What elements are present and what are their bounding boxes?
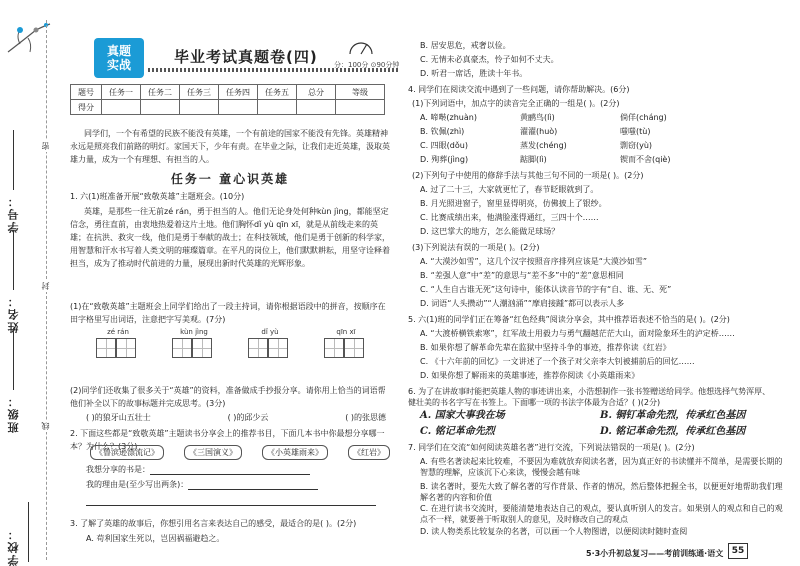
score-table-score-row: 得分	[71, 100, 385, 115]
student-number-field[interactable]: 学号：	[6, 130, 22, 233]
score-cell[interactable]	[297, 100, 336, 115]
book-answer-line[interactable]: 我想分享的书是：	[86, 464, 310, 475]
book-option: 《小英雄雨来》	[262, 445, 328, 460]
q5-option[interactable]: C. 《十六年前的回忆》一文讲述了一个孩子对父亲李大钊被捕前后的回忆……	[420, 357, 695, 366]
writing-grid[interactable]	[324, 338, 364, 358]
page-title: 毕业考试真题卷(四)	[174, 48, 318, 66]
q7-option[interactable]: A. 有些名著读起来比较难，不要因为难就放弃阅读名著，因为真正好的书读懂并不简单，是需要长期的智慧的理解，应该沉下心来读，慢慢会越有味	[420, 457, 783, 477]
q5-option[interactable]: D. 如果你想了解雨来的英雄事迹，推荐你阅读《小英雄雨来》	[420, 371, 640, 380]
seal-mark: 密	[41, 142, 50, 150]
book-option: 《三国演义》	[184, 445, 242, 460]
school-field[interactable]: 学校：	[6, 470, 35, 566]
class-field[interactable]: 班级：	[6, 330, 22, 433]
reason-answer-line[interactable]: 我的理由是(至少写出两条)：	[86, 479, 318, 490]
book-list	[90, 445, 390, 460]
exam-header	[94, 38, 424, 80]
q4-option-row-b[interactable]: B. 钦佩(zhì) 濯濯(huò) 嗤嗤(tù)	[420, 127, 651, 136]
exam-badge: 真题 实战	[94, 38, 144, 78]
q6-option[interactable]: A. 国家大事我在场	[420, 410, 505, 421]
question-4-sub2: (2)下列句子中使用的修辞手法与其他三句不同的一项是( )。(2分)	[412, 171, 644, 180]
question-1-sub1: (1)在“致敬英雄”主题班会上同学们给出了一段主持词，请你根据语段中的拼音，按顺序在田字格里写出词语，注意把字写美观。(7分)	[70, 302, 386, 324]
seal-mark: 封	[41, 282, 50, 290]
book-option: 《鲁滨逊漂流记》	[90, 445, 164, 460]
page-footer: 5·3小升初总复习——考前训练通·语文	[586, 549, 724, 558]
q4-sub3-option[interactable]: C. “人生自古谁无死”这句诗中，能体认读音节的字有“自、谁、无、死”	[420, 285, 672, 294]
question-4-sub1: (1)下列词语中，加点字的读音完全正确的一组是( )。(2分)	[412, 99, 620, 108]
question-3-option-b[interactable]: B. 居安思危，戒奢以俭。	[420, 41, 511, 50]
q4-sub2-option[interactable]: C. 比赛成绩出来，他满脸涨得通红，三四十个……	[420, 213, 599, 222]
question-7-stem: 7. 同学们在交流“如何阅读英雄名著”进行交流，下列说法错误的一项是( )。(2分)	[408, 443, 695, 452]
blank-input[interactable]: ( )的邱少云	[227, 413, 269, 422]
question-3-option-a[interactable]: A. 苟利国家生死以，岂因祸福避趋之。	[86, 534, 225, 543]
question-2-stem: 2. 下面这些都是“致敬英雄”主题读书分享会上的推荐书目，下面几本书中你最想分享哪一本？为什么？(3分)	[70, 429, 385, 451]
q7-option[interactable]: D. 读人物类系比较复杂的名著，可以画一个人物图谱，以便阅读时随时查阅	[420, 527, 688, 536]
question-1-sub2: (2)同学们还收集了很多关于“英雄”的资料，准备做成手抄报分享。请你用上恰当的词语帮他们补全以下的故事标题并完成思考。(3分)	[70, 386, 386, 408]
q4-option-row-d[interactable]: D. 殉葬(jìng) 踮脚(lì) 锲而不舍(qiè)	[420, 155, 671, 164]
question-5-stem: 5. 六(1)班的同学们正在筹备“红色经典”阅读分享会，其中推荐语表述不恰当的是( )。(2分)	[408, 315, 730, 324]
question-3-option-c[interactable]: C. 无情未必真豪杰，怜子如何不丈夫。	[420, 55, 559, 64]
question-1-passage: 英雄，是那些一往无前zé rán，勇于担当的人。他们无论身处何种kùn jìng，都能坚定信念，勇往直前，由衷地热爱着这片土地。他们胸怀dǐ yù qīn xī，就是从前线走来的英雄；在抗洪、救灾一线，他们是勇于奉献的战士；在科技领域，他们是勇于创新的科学家，用智慧和汗水书写着人类文明的璀璨篇章。在平凡的岗位上，他们默默耕耘，用坚守诠释着担当，成为了推动时代前进的力量，展现出新时代英雄的光辉形象。	[70, 207, 390, 268]
question-1-stem: 1. 六(1)班准备开展“致敬英雄”主题班会。(10分)	[70, 192, 245, 201]
writing-grid[interactable]	[248, 338, 288, 358]
score-cell[interactable]	[258, 100, 297, 115]
question-3-option-d[interactable]: D. 听君一席话，胜读十年书。	[420, 69, 528, 78]
score-cell[interactable]	[219, 100, 258, 115]
q4-sub2-option[interactable]: A. 过了二十三，大家就更忙了，春节眨眼就到了。	[420, 185, 599, 194]
q4-sub2-option[interactable]: B. 月光照进窗子，窗里显得明亮，仿佛披上了银纱。	[420, 199, 607, 208]
score-cell[interactable]	[102, 100, 141, 115]
q6-option[interactable]: B. 铜钉革命先烈，传承红色基因	[600, 410, 746, 421]
question-4-stem: 4. 同学们在阅读交流中遇到了一些问题，请你帮助解决。(6分)	[408, 85, 630, 94]
score-cell[interactable]	[336, 100, 385, 115]
student-name-field[interactable]: 姓名：	[6, 230, 22, 333]
title-blanks	[86, 412, 386, 423]
q5-option[interactable]: A. “大渡桥横铁索寒”，红军战士用毅力与勇气翻越茫茫大山，面对险象环生的泸定桥……	[420, 329, 735, 338]
timer-gauge-icon	[348, 38, 374, 56]
q6-option[interactable]: D. 铭记革命先烈，传承红色基因	[600, 426, 746, 437]
writing-grid[interactable]	[96, 338, 136, 358]
score-cell[interactable]	[141, 100, 180, 115]
score-table	[70, 84, 385, 115]
q4-option-row-c[interactable]: C. 四眼(dǒu) 蒸发(chéng) 剽窃(yù)	[420, 141, 653, 150]
score-table-header-row: 题号 任务一 任务二 任务三 任务四 任务五 总分 等级	[71, 85, 385, 100]
writing-grid[interactable]	[172, 338, 212, 358]
q4-sub3-option[interactable]: A. “大漠沙如雪”，这几个汉字按照音序排列应该是“大漠沙如雪”	[420, 257, 647, 266]
q4-sub3-option[interactable]: D. 词语“人头攒动”“人潮汹涌”“摩肩接踵”都可以表示人多	[420, 299, 625, 308]
q7-option[interactable]: B. 读名著时，要先大致了解名著的写作背景、作者的情况，然后整体把握全书，以便更好地帮助我们理解名著的内容和价值	[420, 482, 783, 502]
exam-meta: 分：100分 ⊙90分钟	[334, 61, 400, 69]
question-6-stem: 6. 为了在讲故事时能把英雄人物的事迹讲出来，小浩想制作一张书签赠送给同学。他想选择气势浑厚、健壮美的书名字写在书签上。下面哪一项的书法字体最为合适？( )(2分)	[408, 387, 771, 407]
q6-option[interactable]: C. 铭记革命先烈	[420, 426, 495, 437]
reason-answer-line-2[interactable]	[86, 496, 376, 506]
q7-option[interactable]: C. 在进行读书交流时，要能清楚地表达自己的观点，要认真听别人的发言。如果别人的观点和自己的观点不一样，就要善于听取别人的意见，及时修改自己的观点	[420, 504, 783, 524]
q4-sub2-option[interactable]: D. 这巴掌大的地方，怎么能做足球场？	[420, 227, 560, 236]
question-3-stem: 3. 了解了英雄的故事后，你想引用名言来表达自己的感受，最适合的是( )。(2分)	[70, 519, 357, 528]
q4-sub3-option[interactable]: B. “差强人意”中“差”的意思与“差不多”中的“差”意思相同	[420, 271, 624, 280]
binding-strip	[0, 0, 62, 566]
task-one-title: 任务一 童心识英雄	[170, 172, 290, 186]
seal-mark: 线	[41, 422, 50, 430]
blank-input[interactable]: ( )的张思德	[345, 413, 386, 422]
book-option: 《红岩》	[348, 445, 390, 460]
exam-sheet: 学号： 姓名： 班级： 学校： 密 封 线 真题 实战 毕业考试真题卷(四) 分：100分 ⊙90分钟 题号 任务一 任务二 任务三 任务四 任务五 总分 等级 得分 同学们，一个有希望的民族不能没有英雄，一个有前途的国家不能没有先锋。英雄精神永远是照亮我们前路的明灯。家国天下，少年有责。在毕业之际，让我们走近英雄，汲取英雄力量，成为一个有理想、有担当的人。 任务一 童心识英雄 1. 六(1)班准备开展“致敬英雄”主题班会。(10分) 英雄，是那些一往无前zé rán，勇于担当的人。他们无论身处何种kùn jìng，都能坚定信念，勇往直前，由衷地热爱着这片土地。他们胸怀dǐ yù qīn xī，就是从前线走来的英雄；在抗洪、救灾一线，他们是勇于奉献的战士；在科技领域，他们是勇于创新的科学家，用智慧和汗水书写着人类文明的璀璨篇章。在平凡的岗位上，他们默默耕耘，用坚守诠释着担当，成为了推动时代前进的力量，展现出新时代英雄的光辉形象。 (1)在“致敬英雄”主题班会上同学们给出了一段主持词，请你根据语段中的拼音，按顺序在田字格里写出词语，注意把字写美观。(7分) zé rán kùn jìng dǐ yù qīn xī (2)同学们还收集了很多关于“英雄”的资料，准备做成手抄报分享。请你用上恰当的词语帮他们补全以下的故事标题并完成思考。(3分) ( )的狼牙山五壮士 ( )的邱少云 ( )的张思德 2. 下面这些都是“致敬英雄”主题读书分享会上的推荐书目，下面几本书中你最想分享哪一本？为什么？(3分) 《鲁滨逊漂流记》 《三国演义》 《小英雄雨来》 《红岩》 我想分享的书是： 我的理由是(至少写出两条)： 3. 了解了英雄的故事后，你想引用名言来表达自己的感受，最适合的是( )。(2分) A. 苟利国家生死以，岂因祸福避趋之。 B. 居安思危，戒奢以俭。 C. 无情未必真豪杰，怜子如何不丈夫。 D. 听君一席话，胜读十年书。 4. 同学们在阅读交流中遇到了一些问题，请你帮助解决。(6分) (1)下列词语中，加点字的读音完全正确的一组是( )。(2分) A. 啼啭(zhuàn) 黄鹂鸟(lì) 倘佯(cháng) B. 钦佩(zhì) 濯濯(huò) 嗤嗤(tù) C. 四眼(dǒu) 蒸发(chéng) 剽窃(yù) D. 殉葬(jìng) 踮脚(lì) 锲而不舍(qiè) (2)下列句子中使用的修辞手法与其他三句不同的一项是( )。(2分) A. 过了二十三，大家就更忙了，春节眨眼就到了。 B. 月光照进窗子，窗里显得明亮，仿佛披上了银纱。 C. 比赛成绩出来，他满脸涨得通红，三四十个…… D. 这巴掌大的地方，怎么能做足球场？ (3)下列说法有误的一项是( )。(2分) A. “大漠沙如雪”，这几个汉字按照音序排列应该是“大漠沙如雪” B. “差强人意”中“差”的意思与“差不多”中的“差”意思相同 C. “人生自古谁无死”这句诗中，能体认读音节的字有“自、谁、无、死” D. 词语“人头攒动”“人潮汹涌”“摩肩接踵”都可以表示人多 5. 六(1)班的同学们正在筹备“红色经典”阅读分享会，其中推荐语表述不恰当的是( )。(2分) A. “大渡桥横铁索寒”，红军战士用毅力与勇气翻越茫茫大山，面对险象环生的泸定桥…… B. 如果你想了解革命先辈在监狱中坚持斗争的事迹，推荐你读《红岩》 C. 《十六年前的回忆》一文讲述了一个孩子对父亲李大钊被捕前后的回忆…… D. 如果你想了解雨来的英雄事迹，推荐你阅读《小英雄雨来》 6. 为了在讲故事时能把英雄人物的事迹讲出来，小浩想制作一张书签赠送给同学。他想选择气势浑厚、健壮美的书名字写在书签上。下面哪一项的书法字体最为合适？( )(2分) A. 国家大事我在场 B. 铜钉革命先烈，传承红色基因 C. 铭记革命先烈 D. 铭记革命先烈，传承红色基因 7. 同学们在交流“如何阅读英雄名著”进行交流，下列说法错误的一项是( )。(2分) A. 有些名著读起来比较难，不要因为难就放弃阅读名著，因为真正好的书读懂并不简单，是需要长期的智慧的理解，应该沉下心来读，慢慢会越有味 B. 读名著时，要先大致了解名著的写作背景、作者的情况，然后整体把握全书，以便更好地帮助我们理解名著的内容和价值 C. 在进行读书交流时，要能清楚地表达自己的观点，要认真听别人的发言。如果别人的观点和自己的观点不一样，就要善于听取别人的意见，及时修改自己的观点 D. 读人物类系比较复杂的名著，可以画一个人物图谱，以便阅读时随时查阅 5·3小升初总复习——考前训练通·语文 55	[0, 0, 800, 566]
question-4-sub3: (3)下列说法有误的一项是( )。(2分)	[412, 243, 540, 252]
page-number: 55	[728, 543, 748, 559]
q5-option[interactable]: B. 如果你想了解革命先辈在监狱中坚持斗争的事迹，推荐你读《红岩》	[420, 343, 671, 352]
score-cell[interactable]	[180, 100, 219, 115]
q4-option-row-a[interactable]: A. 啼啭(zhuàn) 黄鹂鸟(lì) 倘佯(cháng)	[420, 113, 667, 122]
blank-input[interactable]: ( )的狼牙山五壮士	[86, 413, 151, 422]
intro-paragraph: 同学们，一个有希望的民族不能没有英雄，一个有前途的国家不能没有先锋。英雄精神永远是照亮我们前路的明灯。家国天下，少年有责。在毕业之际，让我们走近英雄，汲取英雄力量，成为一个有理想、有担当的人。	[70, 129, 390, 164]
